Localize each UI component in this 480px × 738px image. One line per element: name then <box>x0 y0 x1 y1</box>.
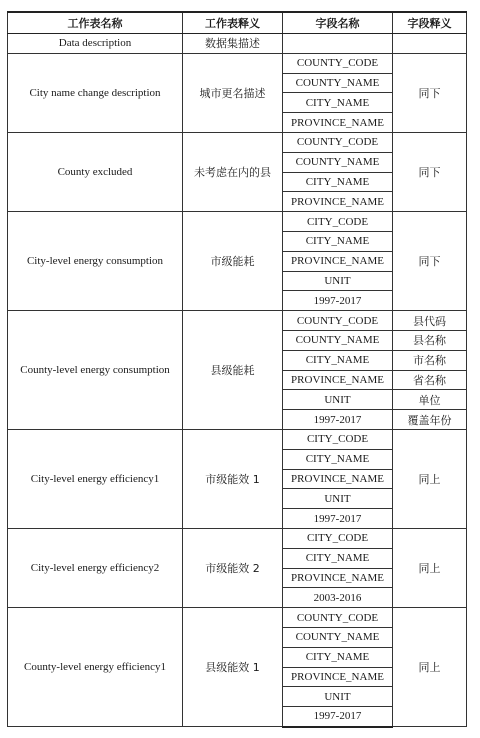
field-desc-cell <box>393 34 467 54</box>
field-name-cell: COUNTY_CODE <box>283 53 393 73</box>
field-name-cell: UNIT <box>283 687 393 707</box>
field-name-cell: 1997-2017 <box>283 707 393 727</box>
field-name-cell: CITY_NAME <box>283 350 393 370</box>
field-name-cell: UNIT <box>283 390 393 410</box>
table-body <box>8 34 467 727</box>
field-name-cell: 2003-2016 <box>283 588 393 608</box>
sheet-name-cell: City-level energy efficiency1 <box>8 429 183 528</box>
field-name-cell: CITY_CODE <box>283 429 393 449</box>
field-name-cell: COUNTY_CODE <box>283 132 393 152</box>
field-desc-cell: 单位 <box>393 390 467 410</box>
sheet-desc-cell: 城市更名描述 <box>183 53 283 132</box>
field-name-cell: CITY_NAME <box>283 548 393 568</box>
sheet-desc-cell: 未考虑在内的县 <box>183 132 283 211</box>
field-name-cell: UNIT <box>283 489 393 509</box>
field-name-cell: 1997-2017 <box>283 410 393 430</box>
sheet-name-cell: County excluded <box>8 132 183 211</box>
field-name-cell: CITY_NAME <box>283 449 393 469</box>
field-name-cell <box>283 34 393 54</box>
field-name-cell: CITY_NAME <box>283 647 393 667</box>
field-name-cell: PROVINCE_NAME <box>283 568 393 588</box>
sheet-desc-cell: 县级能效 1 <box>183 608 283 727</box>
field-desc-cell: 同上 <box>393 528 467 607</box>
field-name-cell: COUNTY_NAME <box>283 627 393 647</box>
table-row <box>8 132 467 152</box>
sheet-desc-cell: 市级能耗 <box>183 212 283 311</box>
sheet-name-cell: City-level energy consumption <box>8 212 183 311</box>
header-field-desc: 字段释义 <box>393 12 467 34</box>
field-desc-cell: 同下 <box>393 132 467 211</box>
sheet-desc-cell: 市级能效 2 <box>183 528 283 607</box>
field-name-cell: CITY_CODE <box>283 528 393 548</box>
field-name-cell: PROVINCE_NAME <box>283 667 393 687</box>
field-desc-cell: 市名称 <box>393 350 467 370</box>
sheet-desc-cell: 数据集描述 <box>183 34 283 54</box>
field-name-cell: CITY_CODE <box>283 212 393 232</box>
field-name-cell: 1997-2017 <box>283 509 393 529</box>
field-name-cell: COUNTY_NAME <box>283 73 393 93</box>
table-row <box>8 429 467 449</box>
field-name-cell: UNIT <box>283 271 393 291</box>
table-row <box>8 53 467 73</box>
field-name-cell: PROVINCE_NAME <box>283 113 393 133</box>
header-field-name: 字段名称 <box>283 12 393 34</box>
field-name-cell: 1997-2017 <box>283 291 393 311</box>
table-row <box>8 608 467 628</box>
field-name-cell: CITY_NAME <box>283 231 393 251</box>
field-name-cell: COUNTY_NAME <box>283 330 393 350</box>
field-name-cell: CITY_NAME <box>283 172 393 192</box>
field-desc-cell: 覆盖年份 <box>393 410 467 430</box>
sheet-name-cell: County-level energy efficiency1 <box>8 608 183 727</box>
field-desc-cell: 县名称 <box>393 330 467 350</box>
table-row <box>8 311 467 331</box>
field-desc-cell: 同上 <box>393 608 467 727</box>
field-desc-cell: 省名称 <box>393 370 467 390</box>
header-sheet-desc: 工作表释义 <box>183 12 283 34</box>
field-name-cell: PROVINCE_NAME <box>283 192 393 212</box>
sheet-name-cell: County-level energy consumption <box>8 311 183 430</box>
sheet-desc-cell: 市级能效 1 <box>183 429 283 528</box>
table-row <box>8 212 467 232</box>
field-desc-cell: 同下 <box>393 53 467 132</box>
field-name-cell: PROVINCE_NAME <box>283 251 393 271</box>
table-row <box>8 528 467 548</box>
field-name-cell: PROVINCE_NAME <box>283 469 393 489</box>
field-name-cell: COUNTY_CODE <box>283 311 393 331</box>
field-name-cell: COUNTY_CODE <box>283 608 393 628</box>
header-row <box>8 12 467 34</box>
header-sheet-name: 工作表名称 <box>8 12 183 34</box>
field-desc-cell: 同上 <box>393 429 467 528</box>
sheet-desc-cell: 县级能耗 <box>183 311 283 430</box>
field-desc-cell: 县代码 <box>393 311 467 331</box>
worksheet-description-table <box>7 11 467 728</box>
sheet-name-cell: City name change description <box>8 53 183 132</box>
field-desc-cell: 同下 <box>393 212 467 311</box>
sheet-name-cell: Data description <box>8 34 183 54</box>
field-name-cell: COUNTY_NAME <box>283 152 393 172</box>
sheet-name-cell: City-level energy efficiency2 <box>8 528 183 607</box>
field-name-cell: PROVINCE_NAME <box>283 370 393 390</box>
field-name-cell: CITY_NAME <box>283 93 393 113</box>
table-row <box>8 34 467 54</box>
